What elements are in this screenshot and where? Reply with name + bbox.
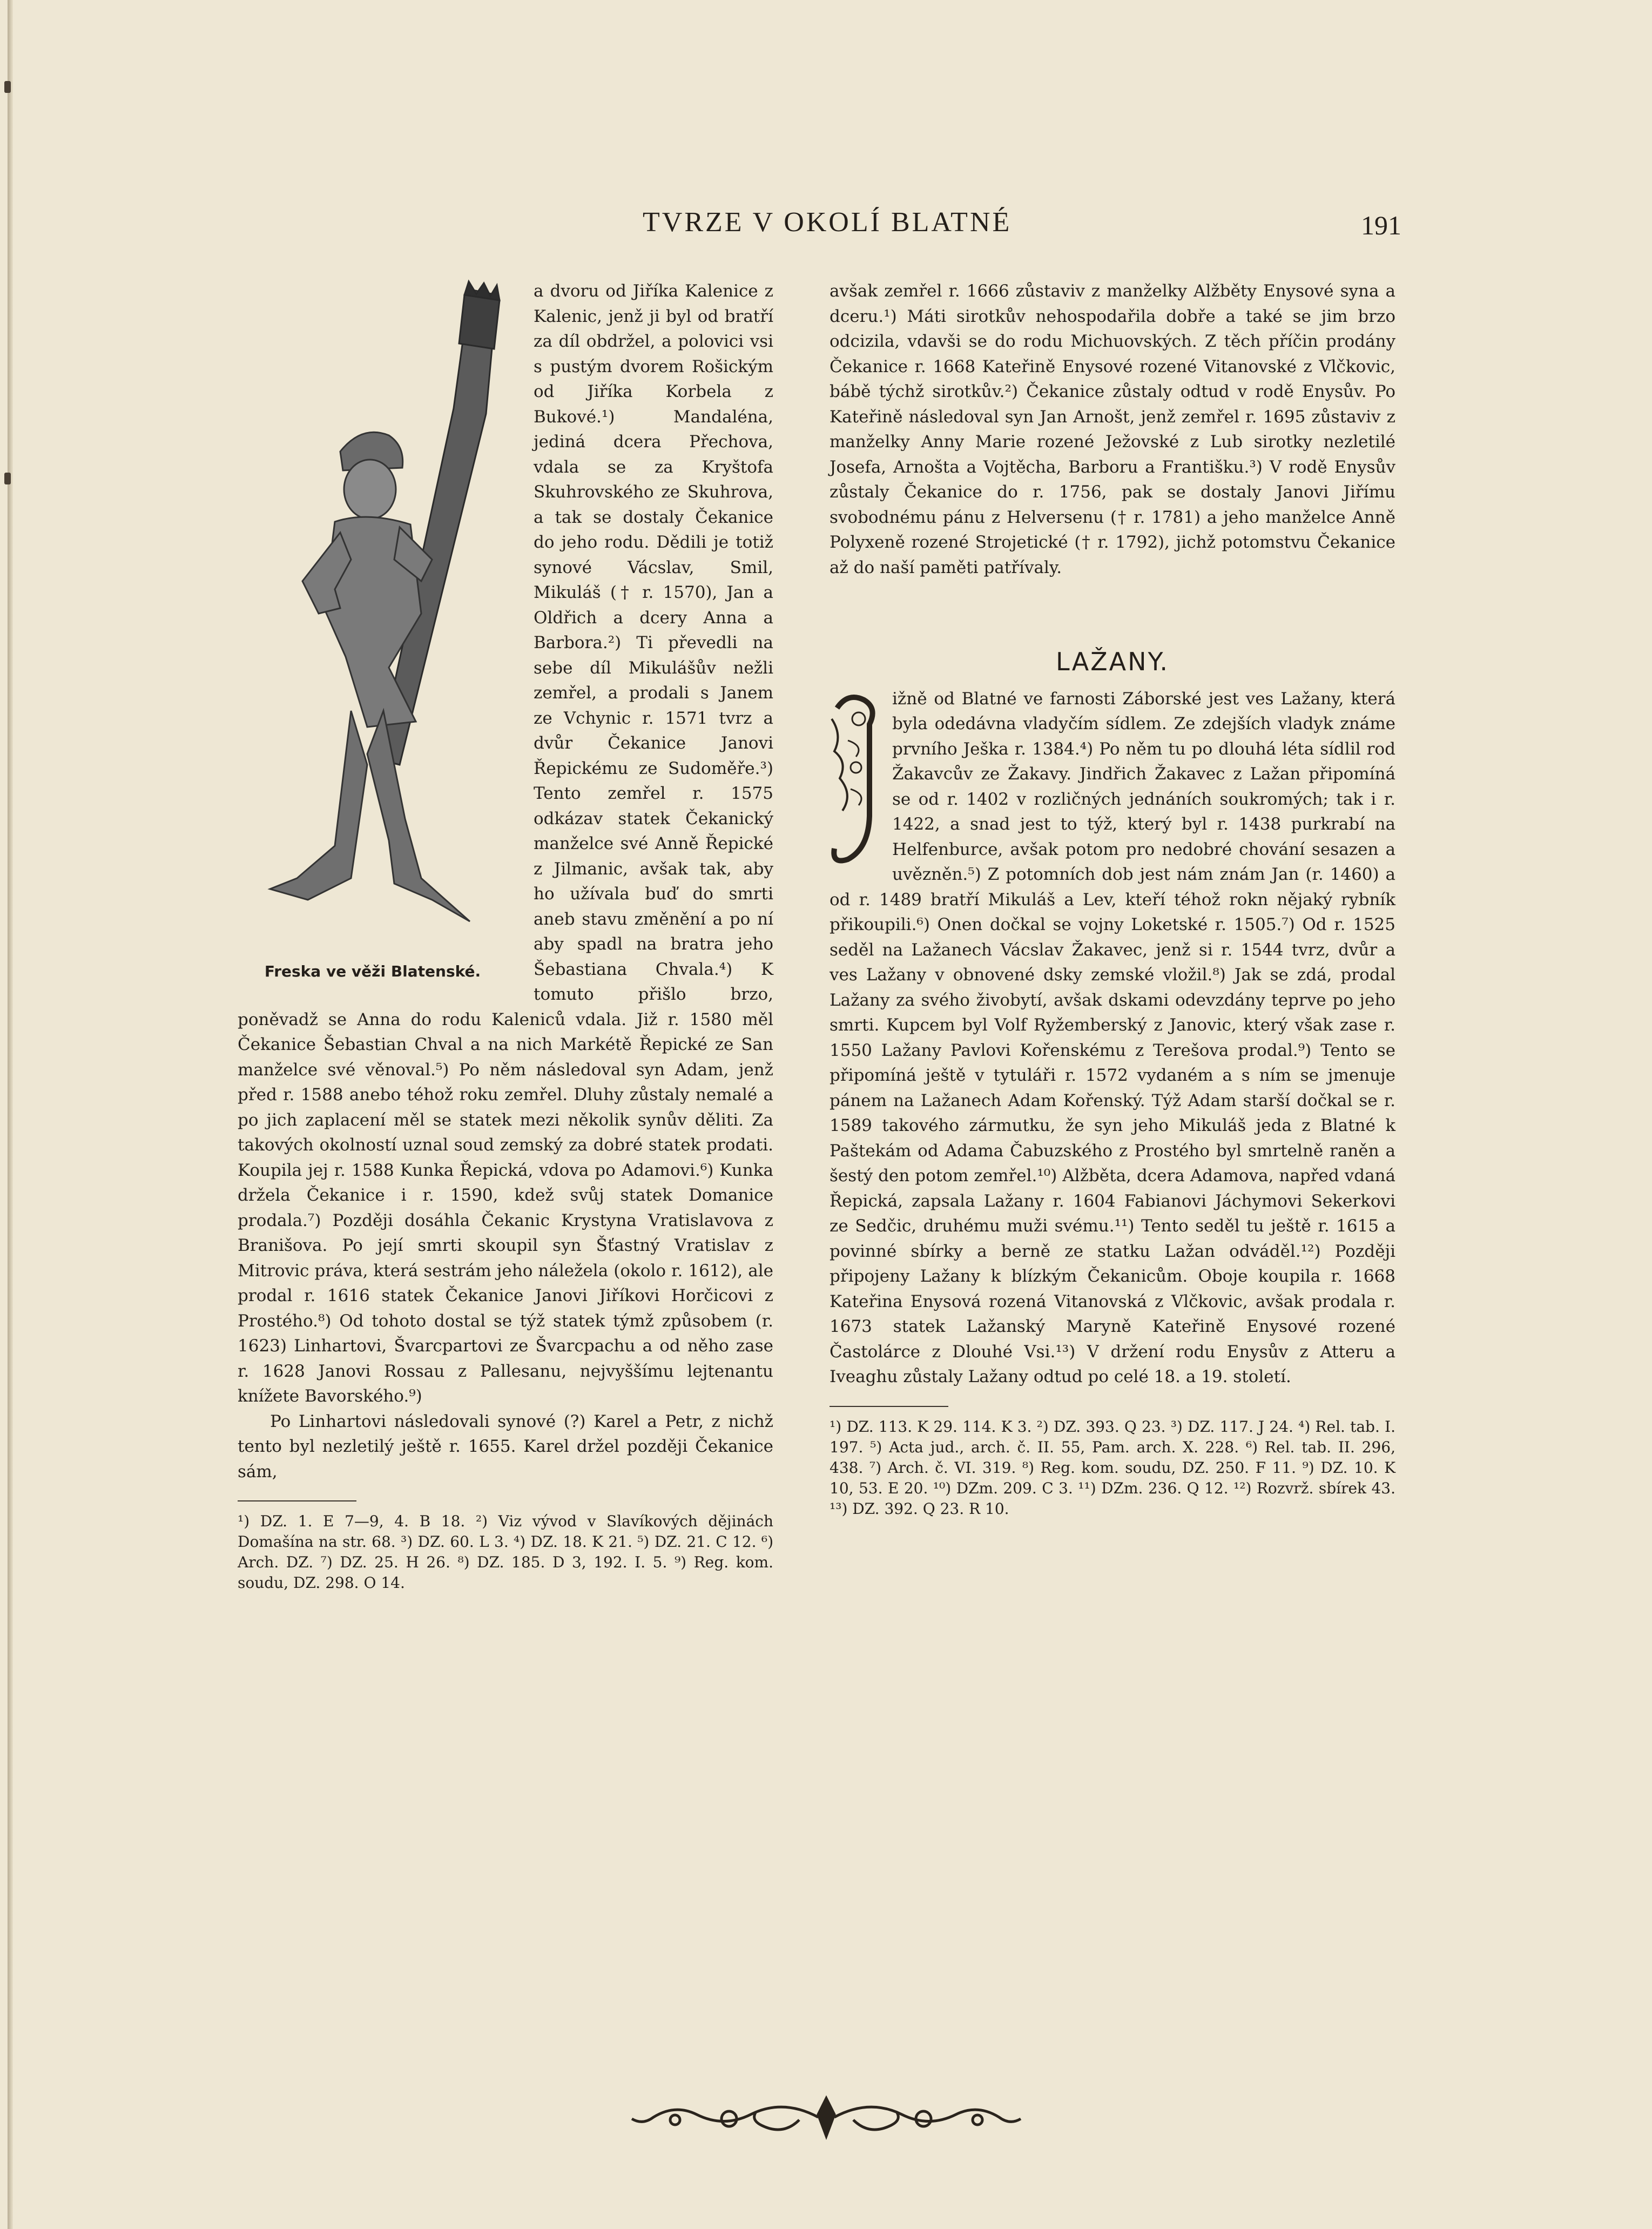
left-paragraph-1: a dvoru od Jiříka Kalenice z Kalenic, jenž ji byl od bratří za díl obdržel, a polovici vsi s pustým dvorem Rošickým od Jiříka Korbela z Bukové.¹) Mandaléna, jediná dcera Přechova, vdala se za Kryštofa Skuhrovského ze Skuhrova, a tak se dostaly Čekanice do jeho rodu. Dědili je totiž synové Vácslav, Smil, Mikuláš († r. 1570), Jan a Oldřich a dcery Anna a Barbora.²) Ti převedli na sebe díl Mikulášův nežli zemřel, a prodali s Janem ze Vchynic r. 1571 tvrz a dvůr Čekanice Janovi Řepickému ze Sudoměře.³) Tento zemřel r. 1575 odkázav statek Čekanický manželce své Anně Řepické z Jilmanic, avšak tak, aby ho užívala buď do smrti aneb stavu změnění a po ní aby spadl na bratra jeho Šebastiana Chvala.⁴) K tomuto přišlo brzo, poněvadž se Anna do rodu Kaleniců vdala. Již r. 1580 měl Čekanice Šebastian Chval a na nich Markétě Řepické ze San manželce své věnoval.⁵) Po něm následoval syn Adam, jenž před r. 1588 anebo téhož roku zemřel. Dluhy zůstaly nemalé a po jich zaplacení měl se statek mezi několik synův děliti. Za takových okolností uznal soud zemský za dobré statek prodati. Koupila jej r. 1588 Kunka Řepická, vdova po Adamovi.⁶) Kunka držela Čekanice i r. 1590, kdež svůj statek Domanice prodala.⁷) Později dosáhla Čekanic Krystyna Vratislavova z Branišova. Po její smrti skoupil syn Šťastný Vratislav z Mitrovic práva, která sestrám jeho náležela (okolo r. 1612), ale prodal r. 1616 statek Čekanice Janovi Jiříkovi Horčicovi z Prostého.⁸) Od tohoto dostal se týž statek týmž způsobem (r. 1623) Linhartovi, Švarcpartovi ze Švarcpachu a od něho zase r. 1628 Janovi Rossau z Pallesanu, nejvyššímu lejtenantu knížete Bavorského.⁹)	[238, 281, 773, 1406]
ornamental-initial-j	[826, 686, 887, 881]
page-number: 191	[1361, 210, 1401, 240]
right-paragraph-2: ižně od Blatné ve farnosti Záborské jest ves Lažany, která byla odedávna vladyčím sídlem. Ze zdejších vladyk známe prvního Ješka r. 1384.⁴) Po něm tu po dlouhá léta sídlil rod Žakavcův ze Žakavy. Jindřich Žakavec z Lažan připomíná se od r. 1402 v rozličných jednáních soukromých; tak i r. 1422, a snad jest to týž, který byl r. 1438 purkrabí na Helfenburce, avšak potom pro nedobré chování sesazen a uvězněn.⁵) Z potomních dob jest nám znám Jan (r. 1460) a od r. 1489 bratří Mikuláš a Lev, kteří téhož rokn nějaký rybník přikoupili.⁶) Onen dočkal se vojny Loketské r. 1505.⁷) Od r. 1525 seděl na Lažanech Vácslav Žakavec, jenž si r. 1544 tvrz, dvůr a ves Lažany v obnovené dsky zemské vložil.⁸) Jak se zdá, prodal Lažany za svého živobytí, avšak dskami odevzdány teprve po jeho smrti. Kupcem byl Volf Ryžemberský z Janovic, který však zase r. 1550 Lažany Pavlovi Kořenskému z Terešova prodal.⁹) Tento se připomíná ještě v tytuláři r. 1572 vydaném a s ním se jmenuje pánem na Lažanech Adam Kořenský. Týž Adam starší dočkal se r. 1589 takového zármutku, že syn jeho Mikuláš jeda z Blatné k Paštekám od Adama Čabuzského z Prostého byl smrtelně raněn a šestý den potom zemřel.¹⁰) Alžběta, dcera Adamova, napřed vdaná Řepická, zapsala Lažany r. 1604 Fabianovi Jáchymovi Sekerkovi ze Sedčic, druhému muži svému.¹¹) Tento seděl tu ještě r. 1615 a povinné sbírky a berně ze statku Lažan odváděl.¹²) Později připojeny Lažany k blízkým Čekanicům. Oboje koupila r. 1668 Kateřina Enysová rozená Vitanovská z Vlčkovic, avšak prodala r. 1673 statek Lažanský Maryně Kateřině Enysové rozené Častolárce z Dlouhé Vsi.¹³) V držení rodu Enysův z Atteru a Iveaghu zůstaly Lažany odtud po celé 18. a 19. století.	[830, 689, 1395, 1386]
section-heading: LAŽANY.	[1056, 647, 1169, 676]
left-footnotes: ¹) DZ. 1. E 7—9, 4. B 18. ²) Viz vývod v Slavíkových dějinách Domašína na str. 68. ³) DZ. 60. L 3. ⁴) DZ. 18. K 21. ⁵) DZ. 21. C 12. ⁶) Arch. DZ. ⁷) DZ. 25. H 26. ⁸) DZ. 185. D 3, 192. I. 5. ⁹) Reg. kom. soudu, DZ. 298. O 14.	[238, 1512, 773, 1592]
page-binding-edge	[8, 0, 13, 2229]
right-footnotes: ¹) DZ. 113. K 29. 114. K 3. ²) DZ. 393. Q 23. ³) DZ. 117. J 24. ⁴) Rel. tab. I. 197. ⁵) Acta jud., arch. č. II. 55, Pam. arch. X. 228. ⁶) Rel. tab. II. 296, 438. ⁷) Arch. č. VI. 319. ⁸) Reg. kom. soudu, DZ. 250. F 11. ⁹) DZ. 10. K 10, 53. E 20. ¹⁰) DZm. 209. C 3. ¹¹) DZm. 236. Q 12. ¹²) Rozvrž. sbírek 43. ¹³) DZ. 392. Q 23. R 10.	[830, 1417, 1395, 1518]
edge-mark	[4, 81, 11, 93]
edge-mark	[4, 473, 11, 484]
footnote-divider	[238, 1500, 356, 1501]
page-header	[0, 206, 1652, 244]
footnote-divider	[830, 1406, 948, 1407]
left-paragraph-2: Po Linhartovi následovali synové (?) Karel a Petr, z nichž tento byl nezletilý ještě r. 1655. Karel držel později Čekanice sám,	[238, 1411, 773, 1481]
left-column	[238, 279, 773, 1593]
ornamental-initial-icon	[826, 686, 887, 881]
fresco-figure	[227, 279, 518, 986]
fresco-illustration	[227, 279, 518, 986]
figure-caption: Freska ve věži Blatenské.	[264, 962, 481, 980]
decorative-ornament	[621, 2093, 1031, 2144]
right-column	[830, 279, 1395, 1519]
running-title: TVRZE V OKOLÍ BLATNÉ	[643, 207, 1012, 238]
right-paragraph-1: avšak zemřel r. 1666 zůstaviv z manželky Alžběty Enysové syna a dceru.¹) Máti sirotkův nehospodařila dobře a také se jim brzo odcizila, vdavši se do rodu Michuovských. Z těch příčin prodány Čekanice r. 1668 Kateřině Enysové rozené Vitanovské z Vlčkovic, bábě týchž sirotkův.²) Čekanice zůstaly odtud v rodě Enysův. Po Kateřině následoval syn Jan Arnošt, jenž zemřel r. 1695 zůstaviv z manželky Anny Marie rozené Ježovské z Lub sirotky nezletilé Josefa, Arnošta a Vojtěcha, Barboru a Františku.³) V rodě Enysův zůstaly Čekanice do r. 1756, pak se dostaly Janovi Jiřímu svobodnému pánu z Helversenu († r. 1781) a jeho manželce Anně Polyxeně rozené Strojetické († r. 1792), jichž potomstvu Čekanice až do naší paměti patřívaly.	[830, 281, 1395, 577]
